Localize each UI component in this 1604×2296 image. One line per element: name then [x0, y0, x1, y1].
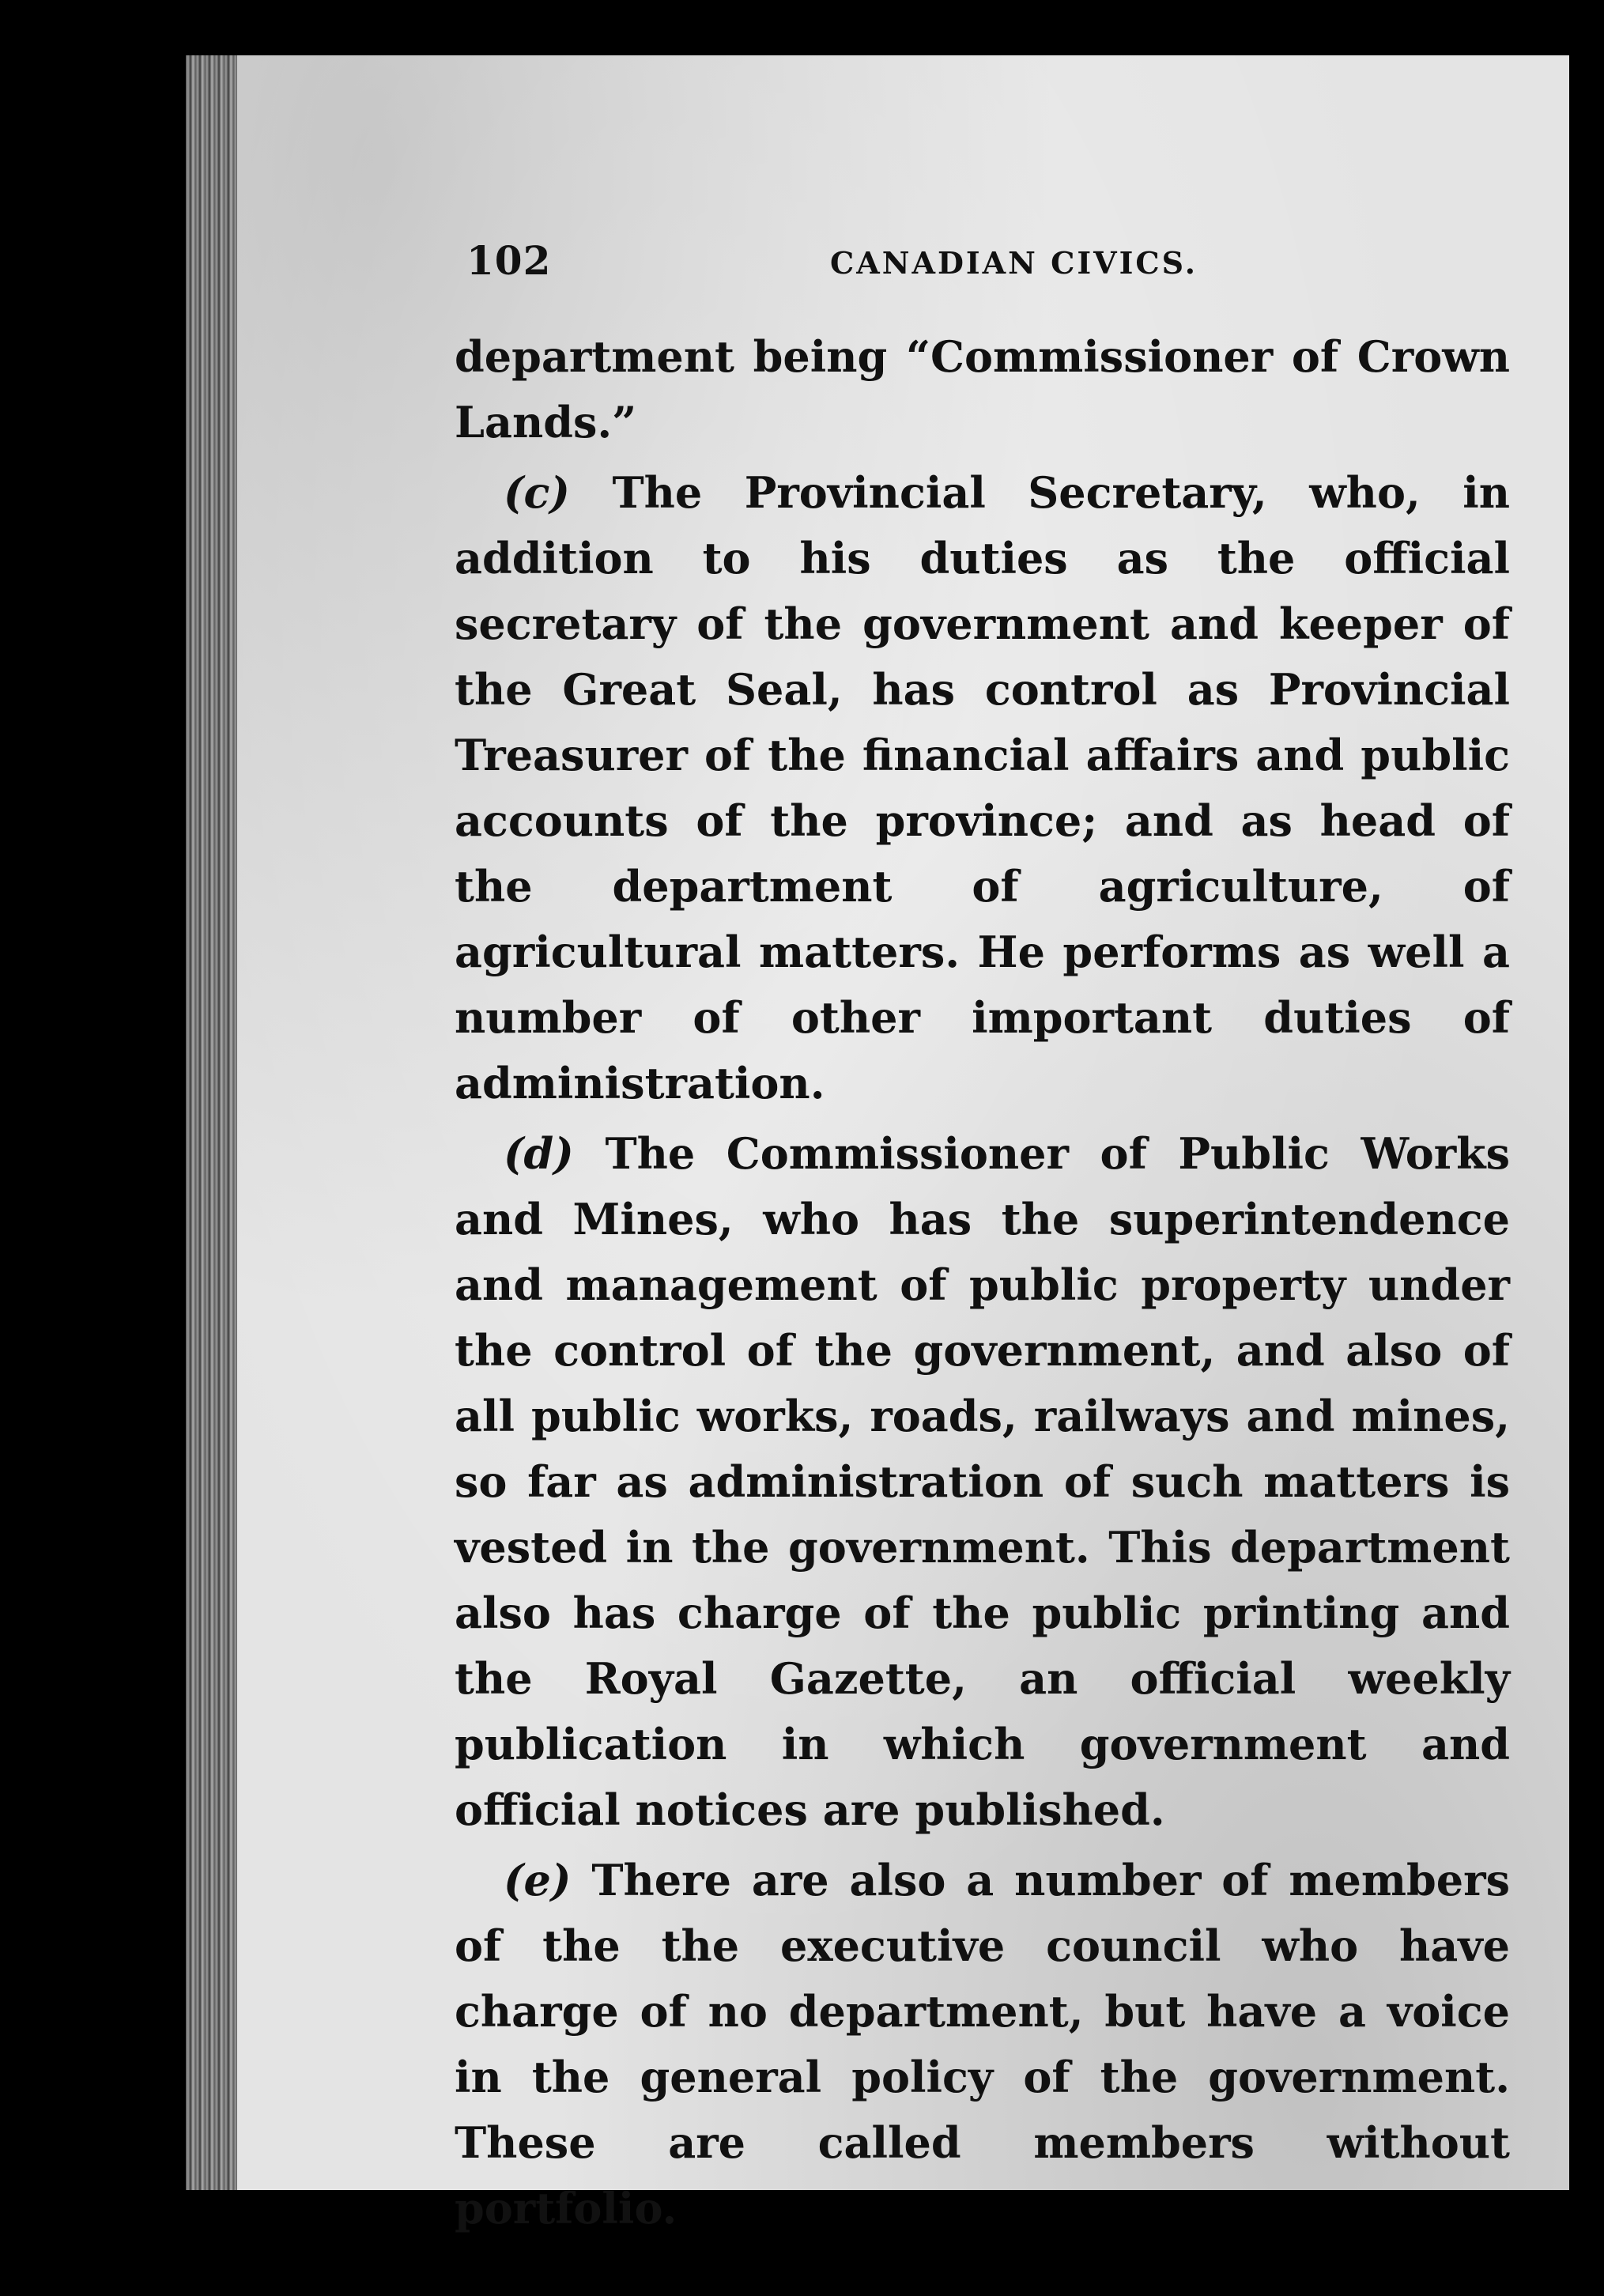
body-text: [455, 324, 1510, 2246]
scan-border: [1569, 55, 1604, 2190]
paragraph-text: The Commissioner of Public Works and Mines, who has the superintendence and management of public property under the control of the government, and also of all public works, roads, railways and mines, so far as administration of such matters is vested in the government. This department also has charge of the public printing and the Royal Gazette, an official weekly publication in which government and official notices are published.: [455, 1128, 1510, 1835]
running-head: CANADIAN CIVICS.: [830, 245, 1198, 281]
paragraph-e: [455, 1848, 1510, 2241]
paragraph-text: department being “Commissioner of Crown Lands.”: [455, 331, 1510, 447]
paragraph-c: [455, 460, 1510, 1116]
paragraph-d: [455, 1121, 1510, 1843]
paragraph-text: The Provincial Secretary, who, in addition to his duties as the official secretary of the government and keeper of the Great Seal, has control as Provincial Treasurer of the financial affairs and public accounts of the province; and as head of the department of agriculture, of agricultural matters. He performs as well a number of other important duties of administration.: [455, 467, 1510, 1108]
paragraph-marker: (d): [504, 1128, 574, 1179]
paragraph-marker: (e): [504, 1855, 572, 1905]
paragraph-marker: (c): [504, 467, 570, 518]
paragraph-continuation: [455, 324, 1510, 455]
page-number: 102: [466, 237, 552, 284]
paragraph-text: There are also a number of members of the the executive council who have charge of no department, but have a voice in the general policy of the government. These are called members without portfolio.: [455, 1855, 1510, 2234]
page-header: [466, 237, 1514, 293]
